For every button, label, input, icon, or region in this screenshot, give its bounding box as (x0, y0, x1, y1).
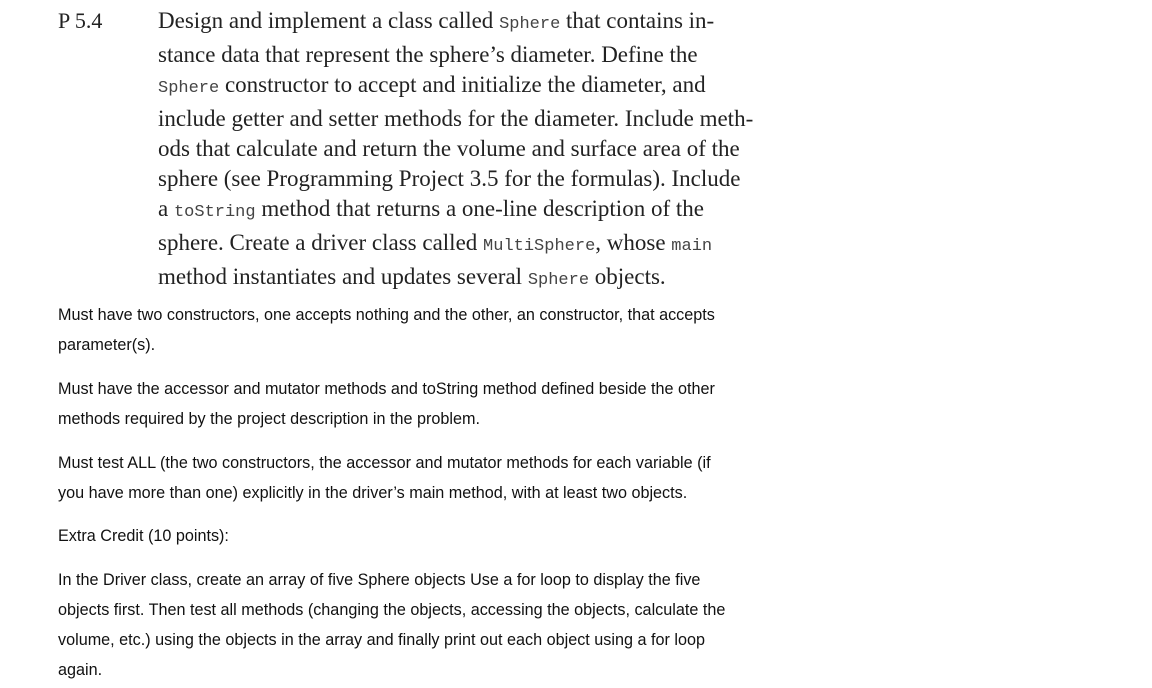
extra-credit-line-1: In the Driver class, create an array of five Sphere objects Use a for loop to display the five (58, 571, 701, 589)
problem-description (158, 6, 826, 296)
code-identifier: Sphere (499, 15, 561, 34)
extra-credit-line-4: again. (58, 661, 103, 679)
requirement-methods-line-2: methods required by the project description in the problem. (58, 410, 481, 428)
requirement-testing-line-1: Must test ALL (the two constructors, the accessor and mutator methods for each variable (if (58, 454, 711, 472)
problem-text-run: include getter and setter methods for the diameter. Include meth- (158, 106, 754, 131)
requirement-constructors-line-2: parameter(s). (58, 336, 156, 354)
code-identifier: MultiSphere (483, 237, 596, 256)
problem-line (158, 70, 826, 104)
code-identifier: toString (173, 203, 256, 222)
extra-credit-line-2: objects first. Then test all methods (changing the objects, accessing the objects, calculate the (58, 601, 726, 619)
code-identifier: Sphere (158, 79, 220, 98)
problem-line (158, 134, 826, 164)
problem-line (158, 228, 826, 262)
extra-credit-title: Extra Credit (10 points): (58, 527, 229, 545)
requirement-methods-line-1: Must have the accessor and mutator methods and toString method defined beside the other (58, 380, 715, 398)
problem-text-run: method that returns a one-line description of the (255, 196, 704, 221)
problem-text-run: sphere. Create a driver class called (158, 230, 484, 255)
requirement-testing-line-2: you have more than one) explicitly in the driver’s main method, with at least two objects. (58, 484, 688, 502)
extra-credit-line-3: volume, etc.) using the objects in the array and finally print out each object using a for loop (58, 631, 705, 649)
problem-text-run: , whose (595, 230, 672, 255)
problem-line (158, 6, 826, 40)
problem-line (158, 194, 826, 228)
problem-line (158, 40, 826, 70)
problem-line (158, 262, 826, 296)
problem-text-run: Design and implement a class called (158, 8, 500, 33)
problem-text-run: a (158, 196, 174, 221)
problem-text-run: stance data that represent the sphere’s diameter. Define the (158, 42, 698, 67)
problem-text-run: ods that calculate and return the volume and surface area of the (158, 136, 740, 161)
problem-text-run: sphere (see Programming Project 3.5 for the formulas). Include (158, 166, 741, 191)
problem-line (158, 164, 826, 194)
problem-text-run: that contains in- (560, 8, 715, 33)
requirement-constructors-line-1: Must have two constructors, one accepts nothing and the other, an constructor, that accepts (58, 306, 715, 324)
problem-text-run: constructor to accept and initialize the diameter, and (219, 72, 706, 97)
code-identifier: main (671, 237, 713, 256)
code-identifier: Sphere (527, 271, 590, 290)
problem-number: P 5.4 (58, 8, 103, 33)
problem-text-run: method instantiates and updates several (158, 264, 528, 289)
problem-line (158, 104, 826, 134)
problem-text-run: objects. (589, 264, 666, 289)
